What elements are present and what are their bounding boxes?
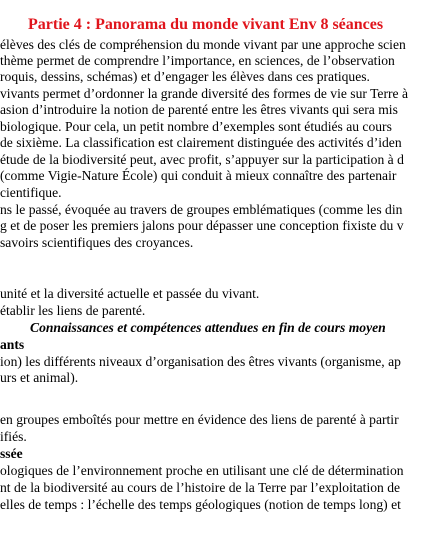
intro-line-9: (comme Vigie-Nature École) qui conduit à mieux connaître des partenair xyxy=(0,168,397,183)
intro-line-3: roquis, dessins, schémas) et d’engager les élèves dans ces pratiques. xyxy=(0,69,370,84)
content-line-7: elles de temps : l’échelle des temps géologiques (notion de temps long) et xyxy=(0,497,401,512)
content-line-5: ologiques de l’environnement proche en utilisant une clé de détermination xyxy=(0,463,404,478)
intro-line-12: g et de poser les premiers jalons pour dépasser une conception fixiste du v xyxy=(0,218,404,233)
intro-line-4: vivants permet d’ordonner la grande diversité des formes de vie sur Terre à xyxy=(0,86,408,101)
subheading-passee: ssée xyxy=(0,446,23,461)
intro-line-2: thème permet de comprendre l’importance, en sciences, de l’observation xyxy=(0,53,395,68)
objective-line-2: établir les liens de parenté. xyxy=(0,303,146,318)
competences-heading: Connaissances et compétences attendues en fin de cours moyen xyxy=(30,320,386,335)
intro-line-6: biologique. Pour cela, un petit nombre d’exemples sont étudiés au cours xyxy=(0,119,392,134)
content-line-3: en groupes emboîtés pour mettre en évidence des liens de parenté à partir xyxy=(0,412,399,427)
intro-line-5: asion d’introduire la notion de parenté entre les êtres vivants qui sera mis xyxy=(0,102,398,117)
content-line-1: ion) les différents niveaux d’organisation des êtres vivants (organisme, ap xyxy=(0,354,401,369)
content-line-6: nt de la biodiversité au cours de l’histoire de la Terre par l’exploitation de xyxy=(0,480,401,495)
intro-line-11: ns le passé, évoquée au travers de groupes emblématiques (comme les din xyxy=(0,202,403,217)
intro-line-7: de sixième. La classification est clairement distinguée des activités d’iden xyxy=(0,135,402,150)
intro-line-13: savoirs scientifiques des croyances. xyxy=(0,235,194,250)
objective-line-1: unité et la diversité actuelle et passée du vivant. xyxy=(0,286,260,301)
content-line-4: ifiés. xyxy=(0,429,27,444)
subheading-vivants: ants xyxy=(0,337,25,352)
content-line-2: urs et animal). xyxy=(0,370,79,385)
intro-line-1: élèves des clés de compréhension du monde vivant par une approche scien xyxy=(0,37,406,52)
intro-line-8: étude de la biodiversité peut, avec profit, s’appuyer sur la participation à d xyxy=(0,152,404,167)
intro-line-10: cientifique. xyxy=(0,185,62,200)
section-title: Partie 4 : Panorama du monde vivant Env 8 séances xyxy=(28,16,384,33)
